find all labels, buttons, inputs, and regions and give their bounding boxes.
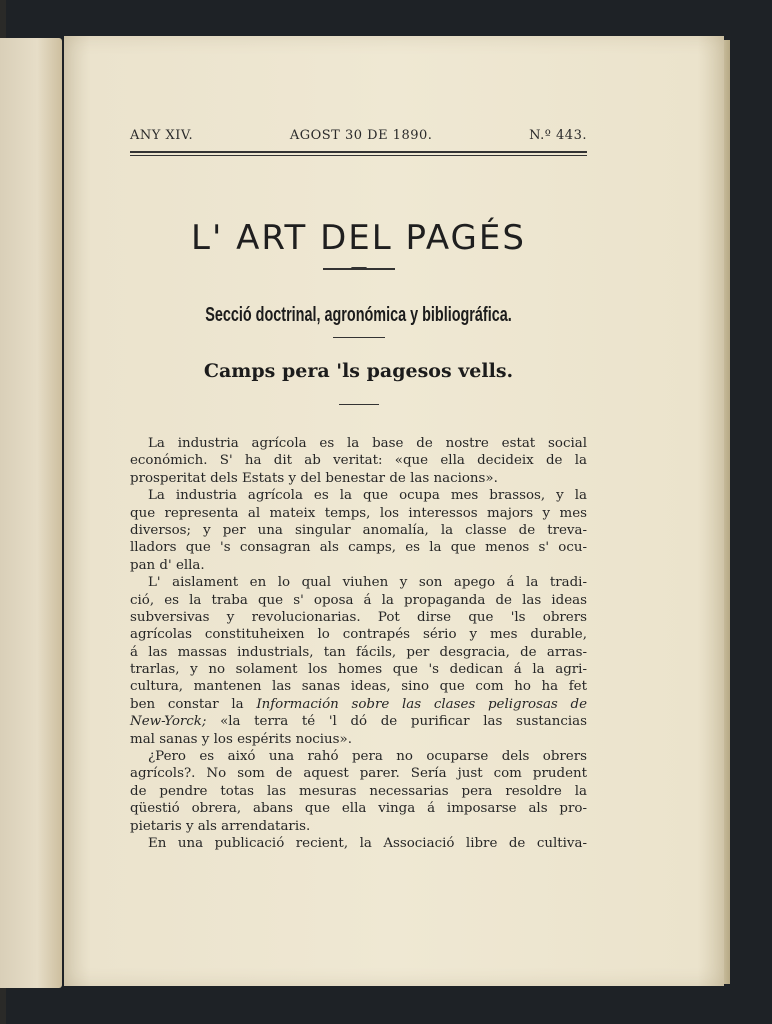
- text-segment: «la terra té 'l dó de purificar las sustancias: [206, 714, 587, 730]
- running-header: [130, 128, 587, 148]
- text-line: La industria agrícola es la base de nostre estat social: [148, 436, 587, 451]
- text-line: que representa al mateix temps, los interessos majors y mes: [130, 505, 587, 521]
- italic-phrase: Información sobre las clases peligrosas de: [256, 696, 587, 712]
- text-line: agrícolas constituheixen lo contrapés sério y mes durable,: [130, 627, 587, 643]
- section-rule: [333, 337, 385, 338]
- publication-title: L' ART DEL PAGÉS: [191, 218, 526, 258]
- text-segment: ben constar la: [130, 696, 257, 712]
- text-line: lladors que 's consagran als camps, es la que menos s' ocu-: [130, 540, 587, 556]
- text-line: cultura, mantenen las sanas ideas, sino que com ho ha fet: [130, 679, 587, 695]
- text-line: agrícols?. No som de aquest parer. Sería just com prudent: [130, 766, 587, 782]
- text-line: pietaris y als arrendataris.: [130, 818, 311, 834]
- text-line: diversos; y per una singular anomalía, la classe de treva-: [130, 522, 587, 538]
- header-date: AGOST 30 DE 1890.: [289, 128, 433, 143]
- text-line: á las massas industrials, tan fácils, per desgracia, de arras-: [130, 644, 587, 660]
- text-line: ció, es la traba que s' oposa á la propaganda de las ideas: [130, 592, 587, 608]
- text-line: prosperitat dels Estats y del benestar de las nacions».: [130, 470, 498, 486]
- text-line: En una publicació recient, la Associació libre de cultiva-: [148, 835, 587, 851]
- left-page: [0, 38, 62, 988]
- text-line: La industria agrícola es la que ocupa mes brassos, y la: [148, 488, 587, 504]
- text-line: qüestió obrera, abans que ella vinga á imposarse als pro-: [130, 801, 587, 817]
- header-issue: N.º 443.: [529, 128, 587, 143]
- text-line: mal sanas y los espérits nocius».: [130, 731, 353, 747]
- section-heading: Secció doctrinal, agronómica y bibliográfica.: [205, 304, 512, 326]
- page-content: [130, 128, 587, 852]
- article-body: [130, 435, 587, 852]
- header-rule: [130, 151, 587, 156]
- text-line: subversivas y revolucionarias. Pot dirse que 'ls obrers: [130, 609, 587, 625]
- text-line: ¿Pero es aixó una rahó pera no ocuparse dels obrers: [148, 749, 587, 765]
- text-line: pan d' ella.: [130, 557, 205, 573]
- text-line: trarlas, y no solament los homes que 's dedican á la agri-: [130, 662, 587, 678]
- text-line: de pendre totas las mesuras necessarias pera resoldre la: [130, 783, 587, 799]
- text-line-with-italic: [130, 713, 587, 730]
- header-year: ANY XIV.: [130, 128, 194, 143]
- text-line: L' aislament en lo qual viuhen y son apego á la tradi-: [148, 575, 587, 591]
- italic-phrase-end: New-Yorck;: [130, 714, 207, 730]
- text-line-with-italic: [130, 696, 587, 713]
- article-title: Camps pera 'ls pagesos vells.: [203, 360, 514, 382]
- text-line: económich. S' ha dit ab veritat: «que ella decideix de la: [130, 453, 587, 469]
- title-ornament: [323, 268, 395, 270]
- article-rule: [339, 404, 379, 405]
